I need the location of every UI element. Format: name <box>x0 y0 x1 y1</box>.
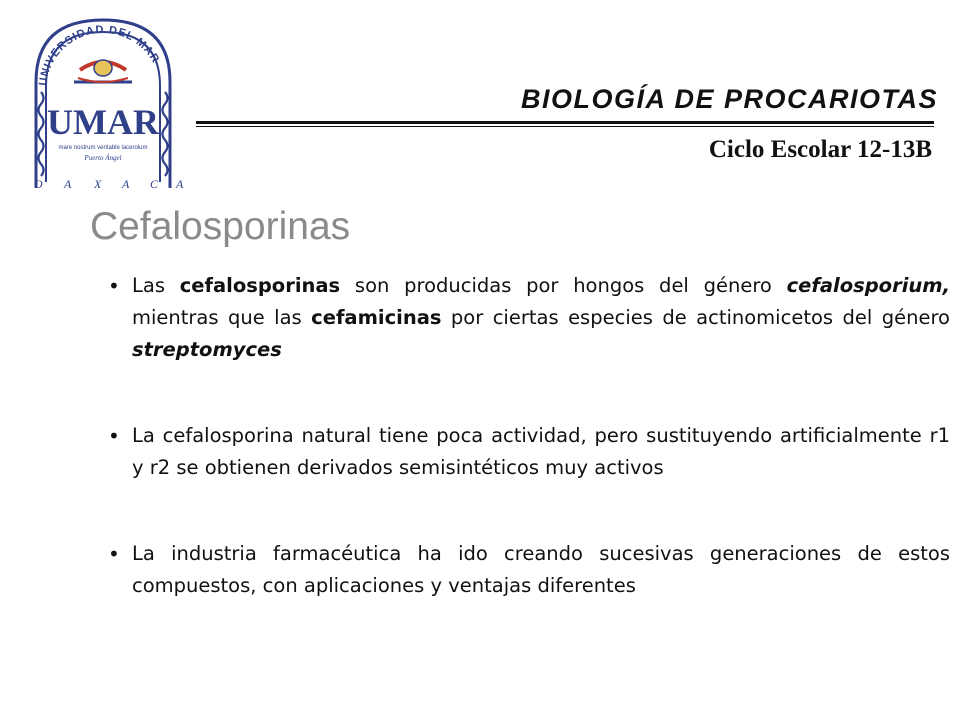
body-text: La industria farmacéutica ha ido creando sucesivas generaciones de estos compuestos, con aplicaciones y ventajas diferentes <box>132 542 950 597</box>
seal-emblem <box>74 60 132 82</box>
seal-place: Puerto Ángel <box>84 154 122 162</box>
emphasis-text: cefalosporium, <box>786 274 950 297</box>
seal-graphic <box>18 12 188 192</box>
body-text: Las <box>132 274 180 297</box>
bullet-paragraph <box>108 420 950 484</box>
seal-arc-text: UNIVERSIDAD DEL MAR <box>37 23 162 87</box>
seal-monogram: UMAR <box>47 102 159 142</box>
bullet-marker: • <box>108 542 120 566</box>
body-text: por ciertas especies de actinomicetos del género <box>441 306 950 329</box>
svg-text:X: X <box>94 177 102 191</box>
body-text: son producidas por hongos del género <box>340 274 787 297</box>
body-text: La cefalosporina natural tiene poca actividad, pero sustituyendo artificialmente r1 y r2 se obtienen derivados semisintéticos muy activos <box>132 424 950 479</box>
bullet-paragraph <box>108 538 950 602</box>
emphasis-text: streptomyces <box>132 338 282 361</box>
university-seal-logo <box>18 12 188 192</box>
bullet-list <box>108 270 950 602</box>
svg-text:A: A <box>64 177 72 191</box>
emphasis-text: cefalosporinas <box>179 274 341 297</box>
bullet-marker: • <box>108 424 120 448</box>
header-divider <box>196 121 934 127</box>
slide-title: Cefalosporinas <box>90 205 351 248</box>
svg-text:C: C <box>150 177 159 191</box>
bullet-marker: • <box>108 274 120 298</box>
seal-state-letters <box>34 177 184 191</box>
course-title: BIOLOGÍA DE PROCARIOTAS <box>520 84 938 114</box>
school-cycle: Ciclo Escolar 12-13B <box>708 136 932 163</box>
bullet-paragraph <box>108 270 950 366</box>
svg-text:A: A <box>176 177 184 191</box>
seal-motto: mare nostrum veritable lacerolum <box>58 145 148 151</box>
body-text: mientras que las <box>132 306 312 329</box>
svg-text:O: O <box>34 177 43 191</box>
emphasis-text: cefamicinas <box>311 306 442 329</box>
svg-text:A: A <box>122 177 130 191</box>
